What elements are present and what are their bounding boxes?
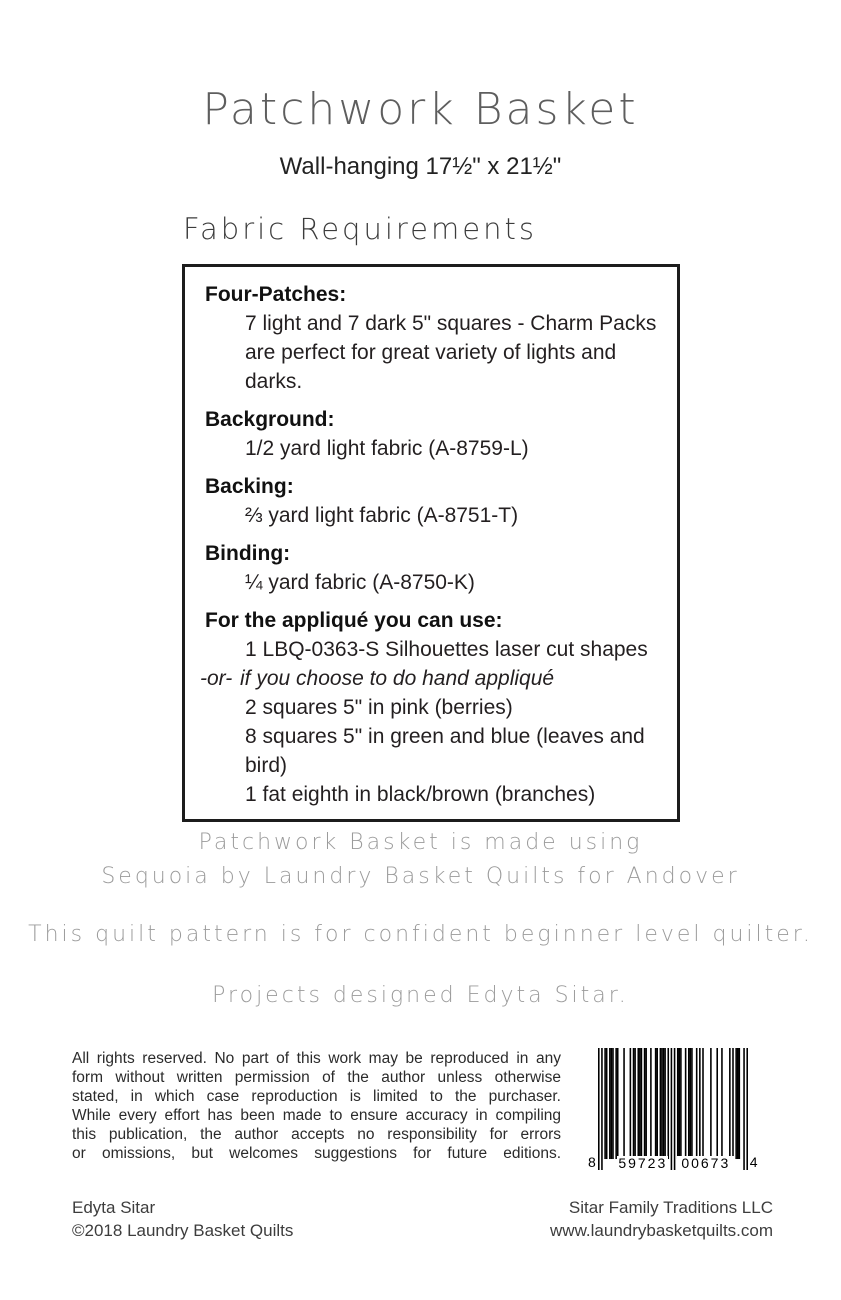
or-hand-applique-row (200, 664, 669, 693)
section-line: 1 LBQ-0363-S Silhouettes laser cut shapes (245, 638, 648, 661)
legal-line: this publication, the author accepts no responsibility for errors (72, 1126, 561, 1143)
barcode-digit-group-right: 00673 (677, 1156, 734, 1170)
legal-line: form without written permission of the author unless otherwise (72, 1069, 561, 1086)
footer-author: Edyta Sitar (72, 1198, 156, 1217)
section-line: 1 fat eighth in black/brown (branches) (245, 783, 596, 806)
footer-company: Sitar Family Traditions LLC (568, 1198, 773, 1217)
section-binding (205, 539, 669, 597)
section-line: ⅔ yard light fabric (A-8751-T) (245, 504, 519, 527)
fabric-requirements-box (182, 264, 680, 822)
barcode-bars (598, 1048, 748, 1170)
skill-level-note: This quilt pattern is for confident beginner level quilter. (28, 922, 813, 947)
section-line: 2 squares 5" in pink (berries) (245, 696, 513, 719)
barcode-svg (598, 1048, 748, 1170)
section-line: 7 light and 7 dark 5" squares - Charm Packs (245, 312, 657, 335)
section-four-patches (205, 280, 669, 396)
barcode-digit-left: 8 (588, 1154, 596, 1170)
legal-line: All rights reserved. No part of this work may be reproduced in any (72, 1050, 561, 1067)
upc-barcode (586, 1048, 768, 1170)
legal-line: stated, in which case reproduction is limited to the purchaser. (72, 1088, 561, 1105)
section-label: Four-Patches: (205, 283, 347, 306)
section-label: Binding: (205, 542, 291, 565)
section-line: 1/2 yard light fabric (A-8759-L) (245, 437, 529, 460)
section-line: 8 squares 5" in green and blue (leaves and bird) (245, 725, 645, 777)
legal-text (72, 1049, 561, 1163)
section-backing (205, 472, 669, 530)
section-line: ¼ yard fabric (A-8750-K) (245, 571, 475, 594)
footer-copyright: ©2018 Laundry Basket Quilts (72, 1221, 294, 1240)
or-text: if you choose to do hand appliqué (240, 667, 555, 690)
page-title: Patchwork Basket (202, 84, 639, 135)
section-label: Backing: (205, 475, 294, 498)
designer-note: Projects designed Edyta Sitar. (212, 983, 629, 1008)
or-label: -or- (200, 667, 233, 690)
section-label: Background: (205, 408, 335, 431)
legal-line: While every effort has been made to ensure accuracy in compiling (72, 1107, 561, 1124)
barcode-digit-right: 4 (749, 1154, 758, 1170)
footer-author-block (72, 1196, 293, 1242)
footer-website: www.laundrybasketquilts.com (550, 1221, 773, 1240)
legal-line: or omissions, but welcomes suggestions for future editions. (72, 1145, 561, 1162)
section-background (205, 405, 669, 463)
barcode-digit-group-left: 59723 (618, 1155, 668, 1171)
section-applique (200, 606, 669, 809)
section-label: For the appliqué you can use: (205, 609, 503, 632)
made-using-note-line1: Patchwork Basket is made using (198, 830, 643, 855)
made-using-note-line2: Sequoia by Laundry Basket Quilts for Andover (101, 864, 740, 889)
size-subtitle: Wall-hanging 17½" x 21½" (279, 153, 562, 180)
fabric-requirements-heading: Fabric Requirements (183, 212, 537, 246)
section-line: are perfect for great variety of lights and darks. (245, 341, 617, 393)
footer-company-block (550, 1196, 773, 1242)
